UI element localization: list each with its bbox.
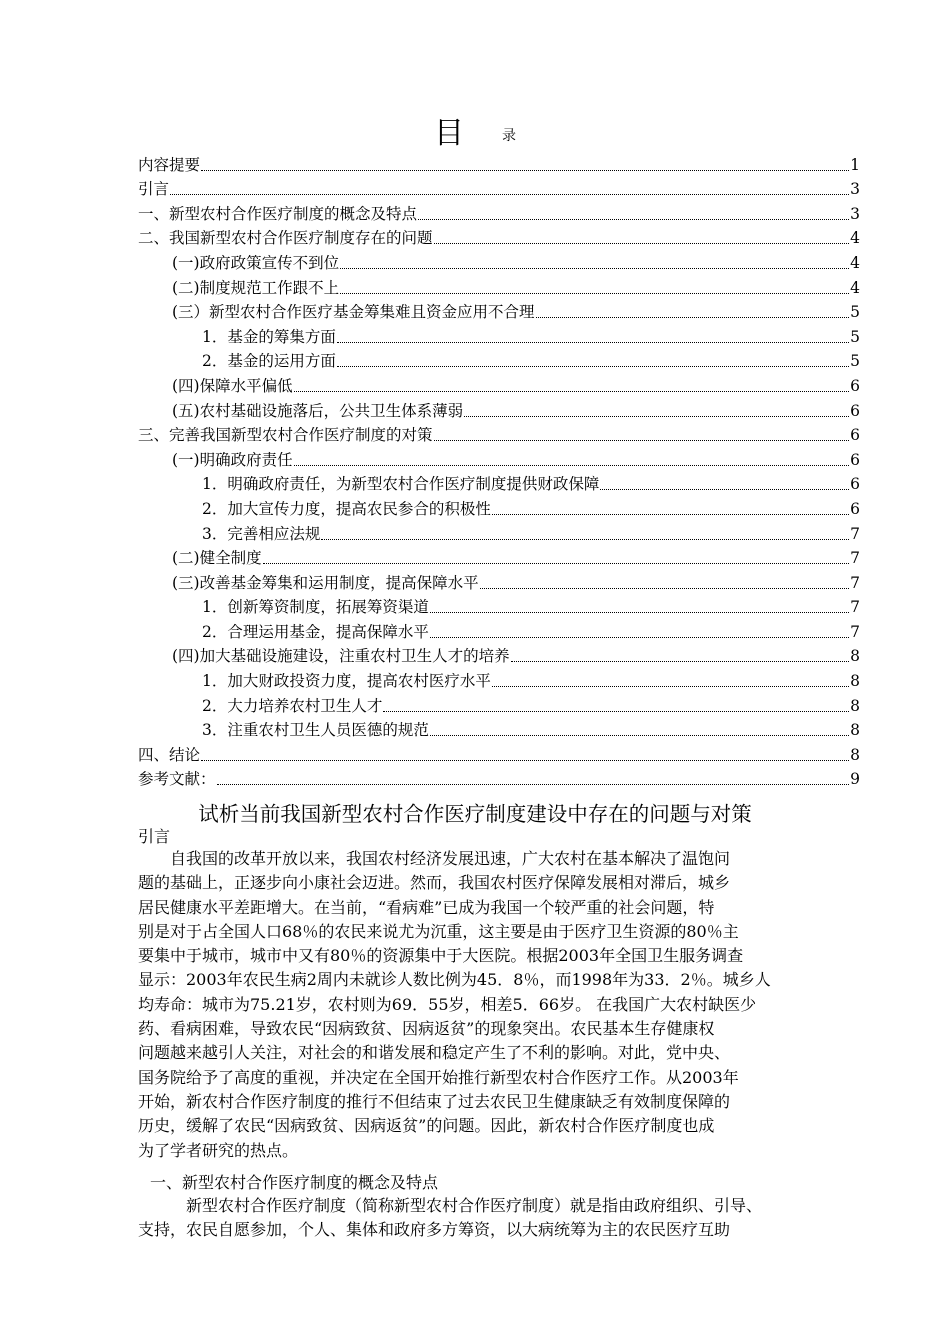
toc-entry-page-number: 3 [850, 204, 860, 223]
toc-entry-page-number: 9 [850, 770, 860, 789]
toc-entry-page-number: 4 [850, 278, 860, 297]
toc-entry-label: 1．创新筹资制度，拓展筹资渠道 [202, 598, 429, 617]
toc-entry-page-number: 6 [850, 450, 860, 469]
toc-dot-leader [430, 735, 849, 736]
toc-entry[interactable] [138, 716, 860, 741]
toc-dot-leader [321, 539, 849, 540]
toc-entry[interactable] [138, 347, 860, 372]
text-line: 显示：2003年农民生病2周内未就诊人数比例为45．8％，而1998年为33．2％。城乡人 [138, 970, 771, 990]
toc-dot-leader [263, 563, 850, 564]
toc-dot-leader [511, 661, 850, 662]
toc-dot-leader [492, 686, 849, 687]
toc-title-char-2: 录 [502, 128, 516, 144]
toc-dot-leader [464, 416, 849, 417]
toc-entry-page-number: 8 [850, 672, 860, 691]
toc-entry-label: 1．明确政府责任，为新型农村合作医疗制度提供财政保障 [202, 475, 600, 494]
intro-paragraph [138, 847, 850, 1163]
toc-entry[interactable] [138, 445, 860, 470]
text-line: 国务院给予了高度的重视，并决定在全国开始推行新型农村合作医疗工作。从2003年 [138, 1067, 739, 1087]
toc-dot-leader [201, 170, 849, 171]
toc-entry[interactable] [138, 691, 860, 716]
toc-entry-label: (一)政府政策宣传不到位 [172, 253, 340, 272]
text-line: 为了学者研究的热点。 [138, 1140, 299, 1160]
toc-entry[interactable] [138, 248, 860, 273]
toc-entry[interactable] [138, 322, 860, 347]
toc-entry[interactable] [138, 593, 860, 618]
toc-entry-label: 3．完善相应法规 [202, 524, 321, 543]
toc-entry-page-number: 6 [850, 475, 860, 494]
toc-entry-page-number: 7 [850, 622, 860, 641]
toc-entry-page-number: 4 [850, 229, 860, 248]
toc-entry-label: (四)加大基础设施建设，注重农村卫生人才的培养 [172, 647, 510, 666]
text-line: 别是对于占全国人口68％的农民来说尤为沉重，这主要是由于医疗卫生资源的80％主 [138, 921, 739, 941]
toc-entry[interactable] [138, 740, 860, 765]
toc-entry-label: 内容提要 [138, 155, 201, 174]
toc-entry-label: 三、完善我国新型农村合作医疗制度的对策 [138, 426, 433, 445]
toc-entry-label: 参考文献： [138, 770, 216, 789]
toc-dot-leader [337, 342, 849, 343]
text-line: 开始，新农村合作医疗制度的推行不但结束了过去农民卫生健康缺乏有效制度保障的 [138, 1091, 731, 1111]
toc-entry-page-number: 7 [850, 598, 860, 617]
text-line: 题的基础上，正逐步向小康社会迈进。然而，我国农村医疗保障发展相对滞后，城乡 [138, 873, 731, 893]
toc-entry[interactable] [138, 544, 860, 569]
toc-dot-leader [294, 465, 850, 466]
toc-entry[interactable] [138, 273, 860, 298]
toc-entry-page-number: 8 [850, 696, 860, 715]
toc-entry-label: 3．注重农村卫生人员医德的规范 [202, 721, 429, 740]
text-line: 历史，缓解了农民“因病致贫、因病返贫”的问题。因此，新农村合作医疗制度也成 [138, 1116, 715, 1136]
toc-entry[interactable] [138, 519, 860, 544]
toc-entry-page-number: 8 [850, 721, 860, 740]
toc-dot-leader [201, 760, 849, 761]
toc-entry-page-number: 7 [850, 524, 860, 543]
toc-dot-leader [217, 784, 850, 785]
intro-heading: 引言 [138, 827, 171, 846]
toc-entry-page-number: 6 [850, 376, 860, 395]
toc-title-char-1: 目 [434, 116, 464, 151]
toc-entry[interactable] [138, 224, 860, 249]
toc-entry-label: (三)改善基金筹集和运用制度，提高保障水平 [172, 573, 479, 592]
toc-dot-leader [340, 268, 849, 269]
toc-entry[interactable] [138, 298, 860, 323]
toc-entry-label: (二)制度规范工作跟不上 [172, 278, 340, 297]
toc-dot-leader [480, 588, 850, 589]
toc-entry-page-number: 3 [850, 180, 860, 199]
toc-entry-page-number: 7 [850, 573, 860, 592]
toc-dot-leader [294, 391, 850, 392]
toc-dot-leader [340, 293, 849, 294]
toc-entry[interactable] [138, 175, 860, 200]
article-title: 试析当前我国新型农村合作医疗制度建设中存在的问题与对策 [198, 802, 752, 826]
section-1-paragraph [138, 1194, 850, 1243]
toc-entry[interactable] [138, 199, 860, 224]
toc-dot-leader [430, 637, 849, 638]
text-line: 均寿命：城市为75.21岁，农村则为69．55岁，相差5．66岁。 在我国广大农村缺医少 [138, 994, 757, 1014]
toc-dot-leader [434, 440, 850, 441]
text-line: 居民健康水平差距增大。在当前，“看病难”已成为我国一个较严重的社会问题，特 [138, 897, 715, 917]
toc-entry-label: 2．合理运用基金，提高保障水平 [202, 622, 429, 641]
toc-dot-leader [383, 711, 849, 712]
toc-entry-label: 四、结论 [138, 745, 201, 764]
toc-entry-page-number: 8 [850, 745, 860, 764]
toc-entry-label: 2．大力培养农村卫生人才 [202, 696, 383, 715]
text-line: 药、看病困难，导致农民“因病致贫、因病返贫”的现象突出。农民基本生存健康权 [138, 1019, 715, 1039]
toc-dot-leader [536, 317, 850, 318]
toc-entry-label: 1．加大财政投资力度，提高农村医疗水平 [202, 672, 491, 691]
toc-entry-label: 1．基金的筹集方面 [202, 327, 336, 346]
toc-dot-leader [170, 194, 849, 195]
toc-entry[interactable] [138, 617, 860, 642]
toc-entry[interactable] [138, 568, 860, 593]
toc-entry-label: (二)健全制度 [172, 549, 262, 568]
table-of-contents [138, 150, 860, 789]
toc-entry[interactable] [138, 396, 860, 421]
toc-entry-label: (一)明确政府责任 [172, 450, 293, 469]
toc-entry-page-number: 5 [850, 327, 860, 346]
text-line: 要集中于城市，城市中又有80％的资源集中于大医院。根据2003年全国卫生服务调查 [138, 946, 744, 966]
toc-entry[interactable] [138, 470, 860, 495]
toc-entry-label: (四)保障水平偏低 [172, 376, 293, 395]
toc-entry-label: (五)农村基础设施落后，公共卫生体系薄弱 [172, 401, 464, 420]
text-line: 支持，农民自愿参加，个人、集体和政府多方筹资，以大病统筹为主的农民医疗互助 [138, 1220, 731, 1240]
text-line: 自我国的改革开放以来，我国农村经济发展迅速，广大农村在基本解决了温饱问 [170, 849, 731, 868]
text-line: 问题越来越引人关注，对社会的和谐发展和稳定产生了不利的影响。对此，党中央、 [138, 1043, 731, 1063]
toc-entry-page-number: 6 [850, 426, 860, 445]
toc-entry-page-number: 8 [850, 647, 860, 666]
toc-entry[interactable] [138, 765, 860, 790]
toc-entry[interactable] [138, 150, 860, 175]
toc-dot-leader [430, 612, 849, 613]
section-1-heading: 一、新型农村合作医疗制度的概念及特点 [150, 1173, 439, 1192]
toc-entry-page-number: 5 [850, 303, 860, 322]
toc-entry[interactable] [138, 666, 860, 691]
toc-entry-page-number: 6 [850, 499, 860, 518]
toc-entry-page-number: 4 [850, 253, 860, 272]
toc-entry[interactable] [138, 371, 860, 396]
toc-entry-page-number: 5 [850, 352, 860, 371]
toc-entry[interactable] [138, 642, 860, 667]
toc-title [0, 108, 950, 152]
toc-dot-leader [337, 366, 849, 367]
toc-entry[interactable] [138, 494, 860, 519]
toc-entry-label: 二、我国新型农村合作医疗制度存在的问题 [138, 229, 433, 248]
toc-entry-label: 2．加大宣传力度，提高农民参合的积极性 [202, 499, 491, 518]
toc-entry-page-number: 6 [850, 401, 860, 420]
toc-dot-leader [492, 514, 849, 515]
toc-entry-page-number: 7 [850, 549, 860, 568]
toc-entry-label: (三）新型农村合作医疗基金筹集难且资金应用不合理 [172, 303, 535, 322]
toc-entry-label: 2．基金的运用方面 [202, 352, 336, 371]
toc-entry-page-number: 1 [850, 155, 860, 174]
toc-dot-leader [434, 243, 850, 244]
toc-dot-leader [418, 219, 849, 220]
text-line: 新型农村合作医疗制度（简称新型农村合作医疗制度）就是指由政府组织、引导、 [186, 1196, 763, 1215]
toc-entry-label: 引言 [138, 180, 170, 199]
toc-dot-leader [600, 489, 849, 490]
toc-entry[interactable] [138, 421, 860, 446]
toc-entry-label: 一、新型农村合作医疗制度的概念及特点 [138, 204, 418, 223]
